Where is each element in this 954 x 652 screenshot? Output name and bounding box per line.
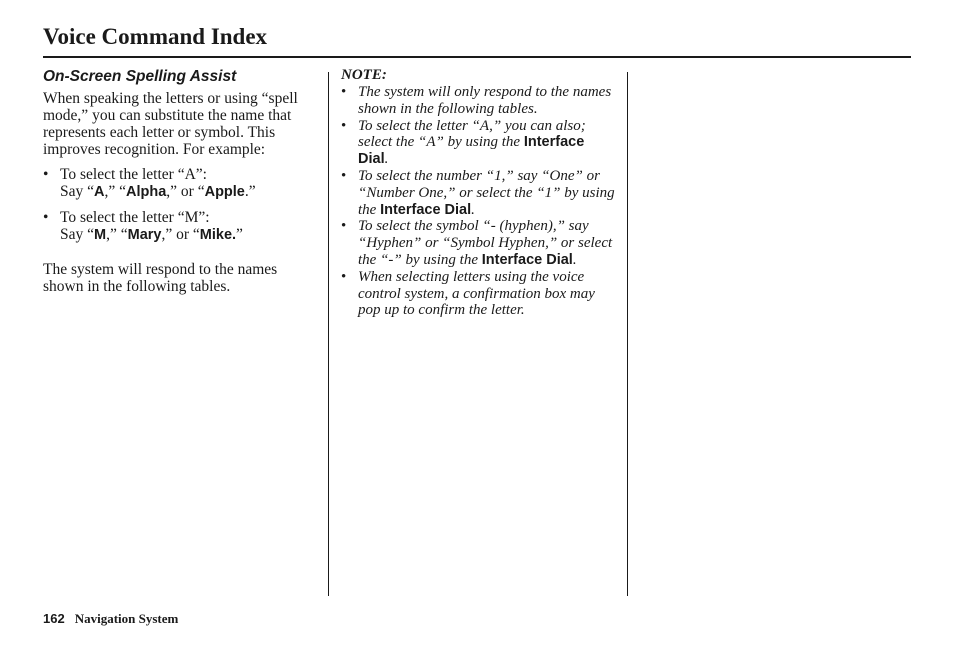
list-item bbox=[43, 209, 318, 244]
keyword: A bbox=[94, 184, 105, 200]
separator: ,” “ bbox=[104, 183, 127, 200]
keyword: Alpha bbox=[126, 184, 167, 200]
section-heading: On-Screen Spelling Assist bbox=[43, 68, 237, 85]
page-title: Voice Command Index bbox=[43, 24, 268, 49]
note-text: When selecting letters using the voice control system, a confirmation box may pop up to confirm the letter. bbox=[358, 268, 595, 319]
bullet-icon: • bbox=[341, 167, 347, 184]
note-text: To select the letter “A,” you can also; select the “A” by using the bbox=[358, 117, 586, 151]
separator: ,” or “ bbox=[166, 183, 205, 200]
bullet-icon: • bbox=[43, 209, 49, 226]
keyword: Apple bbox=[204, 184, 245, 200]
note-text-end: . bbox=[572, 251, 577, 268]
bullet-icon: • bbox=[341, 84, 347, 100]
control-name: Interface Dial bbox=[358, 134, 585, 168]
note-list bbox=[341, 84, 617, 319]
separator: ,” or “ bbox=[161, 226, 200, 243]
bullet-icon: • bbox=[341, 218, 347, 235]
note-text: The system will only respond to the names shown in the following tables. bbox=[358, 84, 612, 117]
separator: .” bbox=[244, 183, 256, 200]
example-line: To select the letter “A”: bbox=[60, 166, 207, 183]
bullet-icon: • bbox=[341, 268, 347, 285]
spelling-assist-column bbox=[43, 67, 318, 295]
note-text-end: . bbox=[471, 201, 475, 218]
intro-paragraph: When speaking the letters or using “spell mode,” you can substitute the name that represents each letter or symbol. This improves recognition. For example: bbox=[43, 90, 298, 158]
note-item bbox=[341, 218, 617, 268]
note-text-end: . bbox=[384, 151, 389, 168]
page-number: 162 bbox=[43, 611, 65, 626]
column-divider-right bbox=[627, 72, 628, 596]
note-text: To select the symbol “- (hyphen),” say “Hyphen” or “Symbol Hyphen,” or select the “-” by using the bbox=[358, 218, 613, 268]
bullet-icon: • bbox=[341, 117, 347, 134]
note-item bbox=[341, 84, 617, 118]
example-line: To select the letter “M”: bbox=[60, 209, 210, 226]
page-footer bbox=[43, 611, 178, 627]
list-item bbox=[43, 166, 318, 201]
note-item bbox=[341, 269, 617, 319]
closing-paragraph: The system will respond to the names shown in the following tables. bbox=[43, 261, 278, 295]
column-divider-left bbox=[328, 72, 329, 596]
say-prefix: Say “ bbox=[60, 183, 95, 200]
separator: ,” “ bbox=[106, 226, 128, 243]
say-prefix: Say “ bbox=[60, 226, 95, 243]
separator: ” bbox=[236, 226, 243, 243]
note-text: To select the number “1,” say “One” or “Number One,” or select the “1” by using the bbox=[358, 167, 615, 218]
footer-label: Navigation System bbox=[74, 611, 179, 626]
note-item bbox=[341, 118, 617, 168]
control-name: Interface Dial bbox=[481, 251, 573, 268]
control-name: Interface Dial bbox=[380, 201, 472, 218]
note-column bbox=[341, 67, 617, 319]
keyword: Mike. bbox=[199, 227, 237, 243]
example-list bbox=[43, 166, 318, 244]
bullet-icon: • bbox=[43, 166, 49, 183]
keyword: Mary bbox=[127, 227, 162, 243]
note-label: NOTE: bbox=[341, 67, 387, 83]
note-item bbox=[341, 168, 617, 218]
title-divider bbox=[43, 56, 911, 58]
keyword: M bbox=[94, 227, 107, 243]
